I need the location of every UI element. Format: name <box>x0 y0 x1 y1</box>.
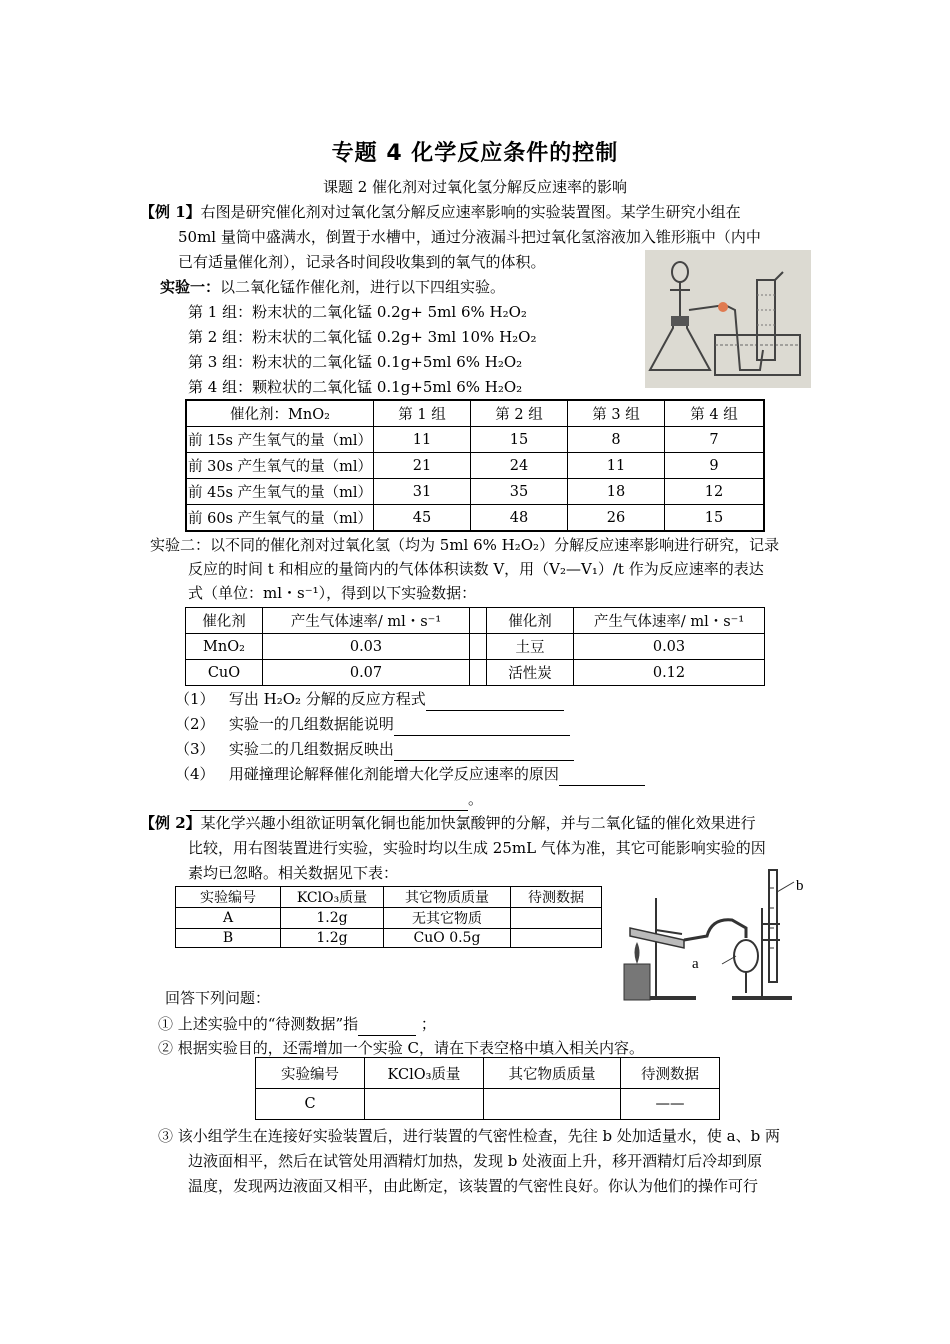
page-title: 专题 4 化学反应条件的控制 <box>331 141 619 166</box>
ex2-intro-line3: 素均已忽略。相关数据见下表： <box>188 864 399 882</box>
table-row: CuO 0.07 活性炭 0.12 <box>186 660 765 686</box>
page-subtitle: 课题 2 催化剂对过氧化氢分解反应速率的影响 <box>322 178 628 196</box>
table1-header: 第 2 组 <box>471 400 568 427</box>
answer-blank[interactable] <box>394 711 570 736</box>
answer-blank[interactable] <box>426 686 564 711</box>
diagram-label-b: b <box>796 878 804 894</box>
ex2-question-1: ① 上述实验中的“待测数据”指 ； <box>158 1011 436 1036</box>
table3-header: 实验编号 <box>176 887 281 908</box>
diagram-label-a: a <box>692 956 699 972</box>
question-1: （1） 写出 H₂O₂ 分解的反应方程式 <box>175 686 564 711</box>
exp2-line1: 实验二：以不同的催化剂对过氧化氢（均为 5ml 6% H₂O₂）分解反应速率影响进行研究，记录 <box>150 536 780 554</box>
table4-header: 待测数据 <box>621 1058 720 1089</box>
answer-blank[interactable] <box>358 1011 416 1036</box>
ex2-question-3-line2: 边液面相平，然后在试管处用酒精灯加热，发现 b 处液面上升，移开酒精灯后冷却到原 <box>188 1152 763 1170</box>
ex1-intro-line2: 50ml 量筒中盛满水，倒置于水槽中，通过分液漏斗把过氧化氢溶液加入锥形瓶中（内中 <box>178 228 761 246</box>
question-4: （4） 用碰撞理论解释催化剂能增大化学反应速率的原因 <box>175 761 645 786</box>
group-1: 第 1 组：粉末状的二氧化锰 0.2g+ 5ml 6% H₂O₂ <box>188 303 527 321</box>
group-2: 第 2 组：粉末状的二氧化锰 0.2g+ 3ml 10% H₂O₂ <box>188 328 537 346</box>
ex2-intro-line2: 比较，用右图装置进行实验，实验时均以生成 25mL 气体为准，其它可能影响实验的因 <box>188 839 766 857</box>
ex2-question-3-line1: ③ 该小组学生在连接好实验装置后，进行装置的气密性检查，先往 b 处加适量水，使 a、b 两 <box>158 1127 780 1145</box>
answer-blank[interactable] <box>190 786 468 811</box>
fill-cell[interactable] <box>365 1089 484 1120</box>
table4-header: KClO₃质量 <box>365 1058 484 1089</box>
table-row: 前 30s 产生氧气的量（ml） 21 24 11 9 <box>186 453 764 479</box>
ex1-label: 【例 1】 <box>140 203 201 221</box>
table-row: 前 45s 产生氧气的量（ml） 31 35 18 12 <box>186 479 764 505</box>
answer-intro: 回答下列问题： <box>165 989 271 1007</box>
table2-header: 催化剂 <box>186 608 263 634</box>
apparatus-diagram-2 <box>612 868 812 1006</box>
table3-header: KClO₃质量 <box>281 887 384 908</box>
fill-cell[interactable] <box>484 1089 621 1120</box>
apparatus-diagram-1 <box>645 250 811 388</box>
table-row: 前 15s 产生氧气的量（ml） 11 15 8 7 <box>186 427 764 453</box>
exp2-line3: 式（单位：ml・s⁻¹），得到以下实验数据： <box>188 584 477 602</box>
table3-header: 待测数据 <box>511 887 602 908</box>
ex2-data-table <box>175 886 602 948</box>
table1-header: 第 1 组 <box>374 400 471 427</box>
experiment1-table <box>185 399 765 532</box>
answer-blank[interactable] <box>394 736 574 761</box>
ex1-intro-line1: 【例 1】右图是研究催化剂对过氧化氢分解反应速率影响的实验装置图。某学生研究小组在 <box>140 203 741 221</box>
table2-header: 催化剂 <box>487 608 574 634</box>
ex2-question-2: ② 根据实验目的，还需增加一个实验 C，请在下表空格中填入相关内容。 <box>158 1039 645 1057</box>
table1-header: 催化剂：MnO₂ <box>186 400 374 427</box>
table3-header: 其它物质质量 <box>384 887 511 908</box>
group-3: 第 3 组：粉末状的二氧化锰 0.1g+5ml 6% H₂O₂ <box>188 353 523 371</box>
ex2-question-3-line3: 温度，发现两边液面又相平，由此断定，该装置的气密性良好。你认为他们的操作可行 <box>188 1177 759 1195</box>
ex2-intro-line1: 【例 2】某化学兴趣小组欲证明氧化铜也能加快氯酸钾的分解，并与二氧化锰的催化效果进行 <box>140 814 756 832</box>
question-3: （3） 实验二的几组数据反映出 <box>175 736 574 761</box>
ex2-fill-table <box>255 1057 720 1120</box>
answer-blank[interactable] <box>559 761 645 786</box>
table1-header: 第 3 组 <box>568 400 665 427</box>
table1-header: 第 4 组 <box>665 400 765 427</box>
table-row: A 1.2g 无其它物质 <box>176 908 602 929</box>
table2-header: 产生气体速率/ ml・s⁻¹ <box>574 608 765 634</box>
exp2-line2: 反应的时间 t 和相应的量筒内的气体体积读数 V，用（V₂—V₁）/t 作为反应速率的表达 <box>188 560 764 578</box>
table2-header: 产生气体速率/ ml・s⁻¹ <box>263 608 470 634</box>
exp1-heading: 实验一：以二氧化锰作催化剂，进行以下四组实验。 <box>160 278 506 296</box>
table-row: MnO₂ 0.03 土豆 0.03 <box>186 634 765 660</box>
group-4: 第 4 组：颗粒状的二氧化锰 0.1g+5ml 6% H₂O₂ <box>188 378 523 396</box>
table-row: B 1.2g CuO 0.5g <box>176 929 602 948</box>
ex1-intro-line3: 已有适量催化剂），记录各时间段收集到的氧气的体积。 <box>178 253 546 271</box>
table-row: 前 60s 产生氧气的量（ml） 45 48 26 15 <box>186 505 764 532</box>
ex2-label: 【例 2】 <box>140 814 201 832</box>
question-4-continued: 。 <box>190 786 483 811</box>
table4-header: 其它物质质量 <box>484 1058 621 1089</box>
question-2: （2） 实验一的几组数据能说明 <box>175 711 570 736</box>
table4-header: 实验编号 <box>256 1058 365 1089</box>
table-row: C —— <box>256 1089 720 1120</box>
experiment2-table <box>185 607 765 686</box>
